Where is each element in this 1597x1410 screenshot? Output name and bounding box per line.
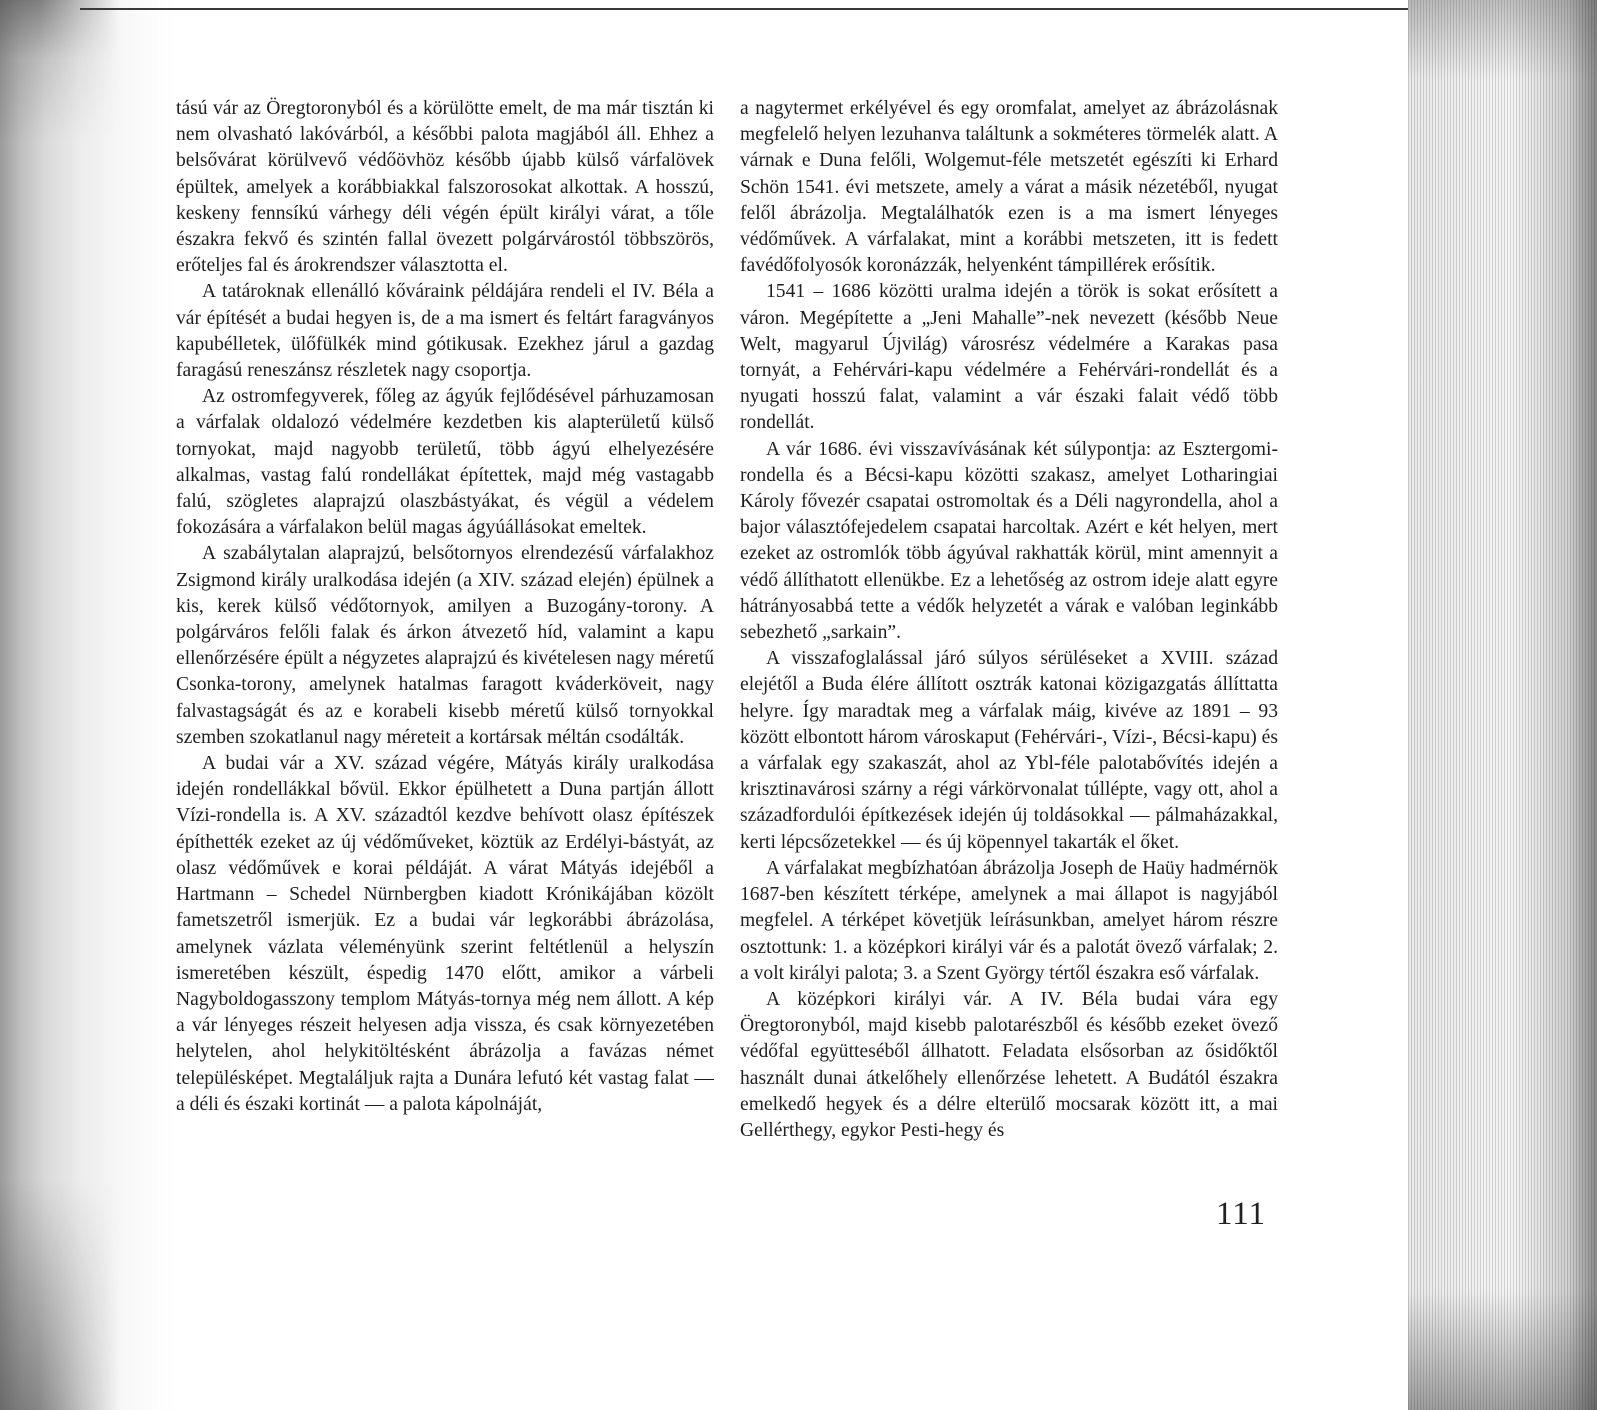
paragraph: A középkori királyi vár. A IV. Béla budai vára egy Öregtoronyból, majd kisebb palotarészből és később ezeket övező védőfal együtteséből állhatott. Feladata elsősorban az ősidőktől használt dunai átkelőhely ellenőrzése lehetett. A Budától északra emelkedő hegyek és a délre elterülő mocsarak között itt, a mai Gellérthegy, egykor Pesti-hegy és (740, 988, 1278, 1141)
page-number: 111 (1216, 1196, 1267, 1232)
right-text-column (740, 96, 1278, 1144)
page-top-edge (80, 8, 1410, 10)
paragraph: Az ostromfegyverek, főleg az ágyúk fejlődésével párhuzamosan a várfalak oldalozó védelmére kezdetben kis alapterületű külső tornyokat, majd nagyobb területű, több ágyú elhelyezésére alkalmas, vastag falú rondellákat építettek, majd még vastagabb falú, szögletes alaprajzú olaszbástyákat, és végül a védelem fokozására a várfalakon belül magas ágyúállásokat emeltek. (176, 386, 714, 539)
paragraph: tású vár az Öregtoronyból és a körülötte emelt, de ma már tisztán ki nem olvasható lakóvárból, a későbbi palota magjából áll. Ehhez a belsővárat körülvevő védőövhöz később újabb külső várfalövek épültek, amelyek a korábbiakkal falszorosokat alkottak. A hosszú, keskeny fennsíkú várhegy déli végén épült királyi várat, a tőle északra fekvő és szintén fallal övezett polgárvárostól többszörös, erőteljes fal és árokrendszer választotta el. (176, 98, 714, 277)
left-text-column (176, 96, 714, 1118)
paragraph: a nagytermet erkélyével és egy oromfalat, amelyet az ábrázolásnak megfelelő helyen lezuhanva találtunk a sokméteres törmelék alatt. A várnak e Duna felőli, Wolgemut-féle metszetét egészíti ki Erhard Schön 1541. évi metszete, amely a várat a másik nézetéből, nyugat felől ábrázolja. Megtalálhatók ezen is a ma ismert lényeges védőművek. A várfalakat, mint a korábbi metszeten, itt is fedett favédőfolyosók koronázzák, helyenként támpillérek erősítik. (740, 98, 1278, 277)
paragraph: A tatároknak ellenálló kőváraink példájára rendeli el IV. Béla a vár építését a budai hegyen is, de a ma ismert és feltárt faragványos kapubélletek, ülőfülkék mind gótikusak. Ezekhez járul a gazdag faragású reneszánsz részletek nagy csoportja. (176, 281, 714, 382)
book-gutter-edge (0, 0, 120, 1410)
page-stack-edge (1408, 0, 1597, 1410)
paragraph: A szabálytalan alaprajzú, belsőtornyos elrendezésű várfalakhoz Zsigmond király uralkodása idején (a XIV. század elején) épülnek a kis, kerek külső védőtornyok, amilyen a Buzogány-torony. A polgárváros felőli falak és árkon átvezető híd, valamint a kapu ellenőrzésére épült a négyzetes alaprajzú és kivételesen nagy méretű Csonka-torony, amelynek hatalmas faragott kváderköveit, nagy falvastagságát és az e korabeli kisebb méretű külső tornyokkal szemben szokatlanul nagy méreteit a kortársak méltán csodálták. (176, 543, 714, 748)
paragraph: A budai vár a XV. század végére, Mátyás király uralkodása idején rondellákkal bővül. Ekkor épülhetett a Duna partján állott Vízi-rondella is. A XV. századtól kezdve behívott olasz építészek építhették ezeket az új védőműveket, köztük az Erdélyi-bástyát, az olasz védőművek e korai példáját. A várat Mátyás idejéből a Hartmann – Schedel Nürnbergben kiadott Krónikájában közölt fametszetről ismerjük. Ez a budai vár legkorábbi ábrázolása, amelynek vázlata véleményünk szerint feltétlenül a helyszín ismeretében készült, éspedig 1470 előtt, amikor a várbeli Nagyboldogasszony templom Mátyás-tornya még nem állott. A kép a vár lényeges részeit helyesen adja vissza, és csak környezetében helytelen, ahol helykitöltésként ábrázolja a favázas német településképet. Megtaláljuk rajta a Dunára lefutó két vastag falat — a déli és északi kortinát — a palota kápolnáját, (176, 753, 714, 1115)
paragraph: 1541 – 1686 közötti uralma idején a török is sokat erősített a váron. Megépítette a „Jeni Mahalle”-nek nevezett (később Neue Welt, magyarul Újvilág) városrész védelmére a Karakas pasa tornyát, a Fehérvári-kapu védelmére a Fehérvári-rondellát és a nyugati hosszú falat, valamint a vár északi falait védő több rondellát. (740, 281, 1278, 434)
page-stack-shadow-bottom (1408, 1290, 1597, 1410)
paragraph: A visszafoglalással járó súlyos sérüléseket a XVIII. század elejétől a Buda élére állított osztrák katonai közigazgatás állíttatta helyre. Így maradtak meg a várfalak máig, kivéve az 1891 – 93 között elbontott három városkaput (Fehérvári-, Vízi-, Bécsi-kapu) és a várfalak egy szakaszát, ahol az Ybl-féle palotabővítés idején a krisztinavárosi szárny a régi várkörvonalat túllépte, vagy ott, ahol a századfordulói építkezések idején új toldásokkal — pálmaházakkal, kerti lépcsőzetekkel — és új köpennyel takarták el őket. (740, 648, 1278, 853)
page-stack-shadow-top (1408, 0, 1597, 80)
paragraph: A várfalakat megbízhatóan ábrázolja Joseph de Haüy hadmérnök 1687-ben készített térképe, amelynek a mai állapot is nagyjából megfelel. A térképet követjük leírásunkban, amelyet három részre osztottunk: 1. a középkori királyi vár és a palotát övező várfalak; 2. a volt királyi palota; 3. a Szent György tértől északra eső várfalak. (740, 857, 1278, 984)
paragraph: A vár 1686. évi visszavívásának két súlypontja: az Esztergomi-rondella és a Bécsi-kapu közötti szakasz, amelyet Lotharingiai Károly fővezér csapatai ostromoltak és a Déli nagyrondella, ahol a bajor választófejedelem csapatai harcoltak. Azért e két helyen, mert ezeket az ostromlók több ágyúval rakhatták körül, mint amennyit a védő állíthatott ellenükbe. Ez a lehetőség az ostrom ideje alatt egyre hátrányosabbá tette a védők helyzetét a várak e valóban leginkább sebezhető „sarkain”. (740, 438, 1278, 644)
